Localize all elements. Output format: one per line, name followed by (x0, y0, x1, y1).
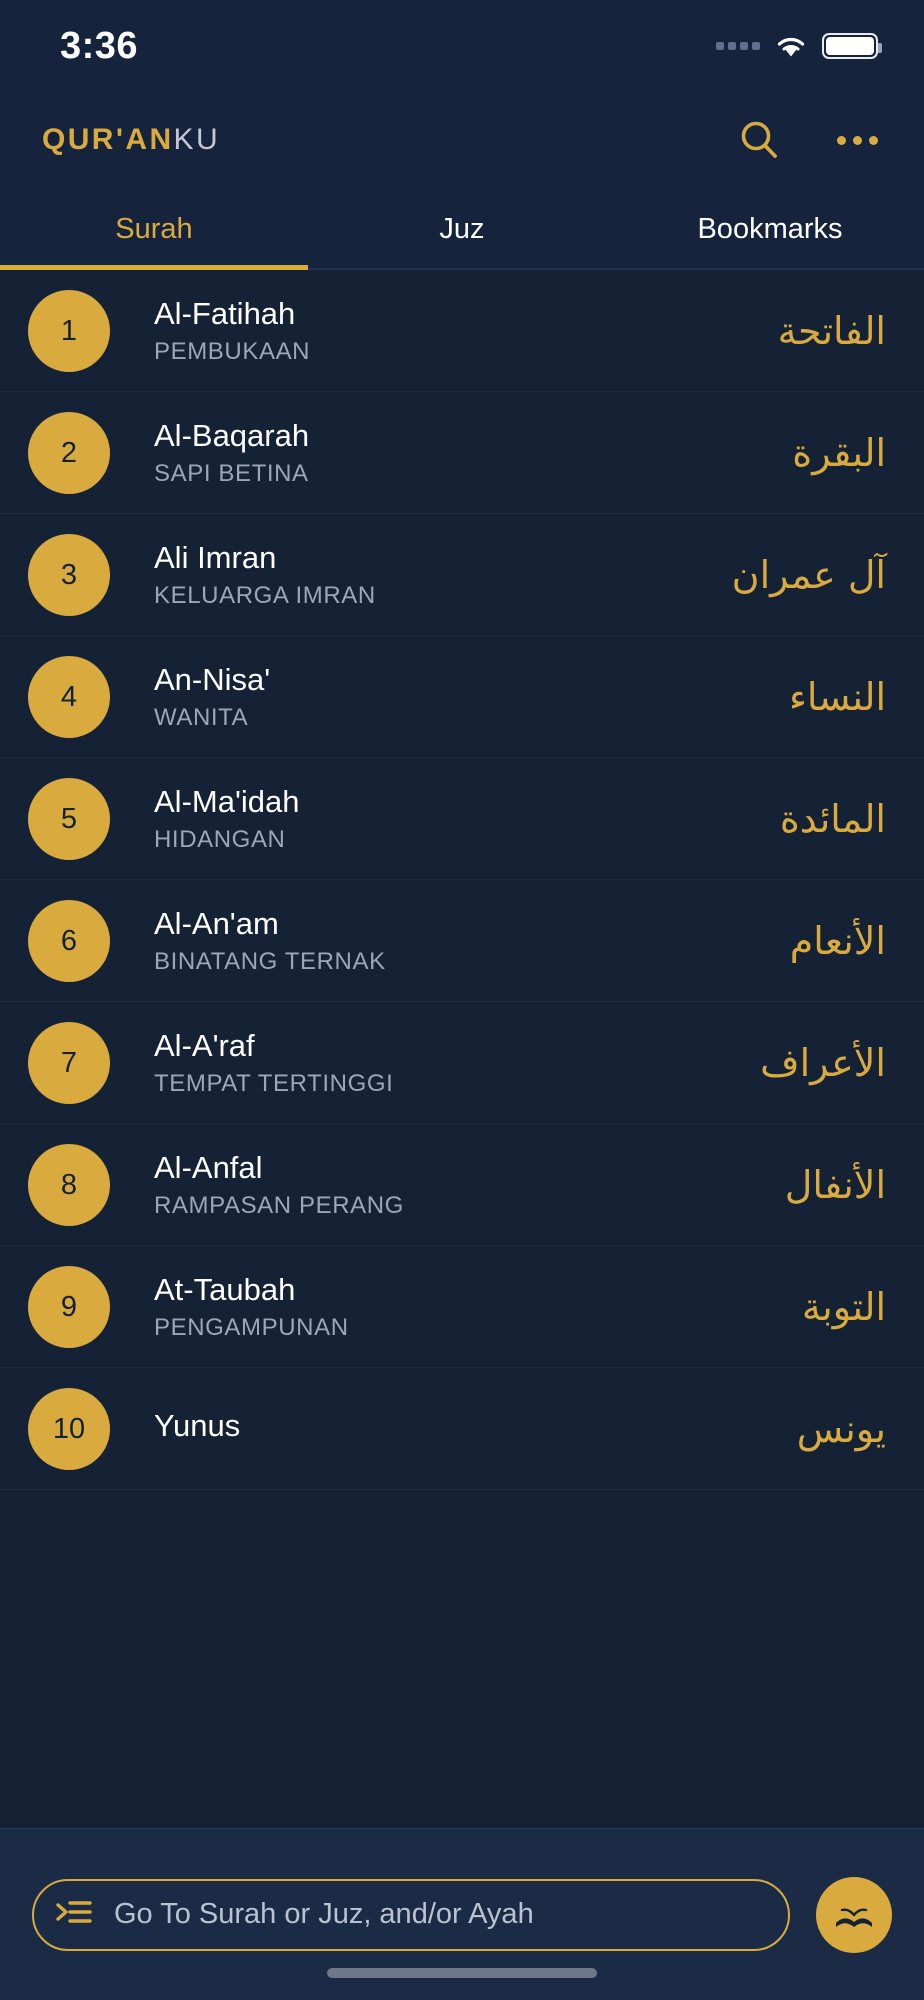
tab-surah[interactable]: Surah (0, 188, 308, 270)
surah-number: 5 (28, 778, 110, 860)
wifi-icon (774, 33, 808, 59)
status-time: 3:36 (60, 24, 139, 67)
surah-arabic-name: يونس (796, 1407, 886, 1451)
app-logo (42, 123, 220, 157)
surah-text (110, 1028, 760, 1098)
surah-number: 3 (28, 534, 110, 616)
surah-meaning: SAPI BETINA (154, 460, 309, 487)
surah-list-item[interactable] (0, 1124, 924, 1246)
go-to-list-icon (56, 1897, 94, 1932)
surah-number: 2 (28, 412, 110, 494)
surah-number: 4 (28, 656, 110, 738)
surah-name: Al-Baqarah (154, 418, 310, 453)
status-bar (0, 0, 924, 92)
surah-meaning: TEMPAT TERTINGGI (154, 1070, 394, 1097)
goto-placeholder-text: Go To Surah or Juz, and/or Ayah (114, 1898, 534, 1930)
surah-name: Al-Anfal (154, 1150, 263, 1185)
surah-list-item[interactable] (0, 514, 924, 636)
surah-name: At-Taubah (154, 1272, 296, 1307)
surah-name: Ali Imran (154, 540, 277, 575)
surah-list-item[interactable] (0, 392, 924, 514)
surah-number: 8 (28, 1144, 110, 1226)
surah-list-item[interactable] (0, 1002, 924, 1124)
surah-text (110, 296, 778, 366)
tab-bookmarks[interactable]: Bookmarks (697, 212, 843, 245)
surah-number: 6 (28, 900, 110, 982)
more-options-icon[interactable] (830, 113, 884, 167)
surah-text (110, 784, 780, 854)
surah-list-item[interactable] (0, 636, 924, 758)
surah-arabic-name: الأنعام (789, 919, 886, 963)
surah-number: 10 (28, 1388, 110, 1470)
surah-meaning: PEMBUKAAN (154, 338, 311, 365)
surah-arabic-name: النساء (789, 675, 886, 719)
surah-meaning: KELUARGA IMRAN (154, 582, 376, 609)
surah-name: Al-Ma'idah (154, 784, 300, 819)
surah-text (110, 1272, 802, 1342)
battery-full-icon (822, 33, 878, 59)
surah-arabic-name: الأعراف (760, 1041, 886, 1085)
surah-list-item[interactable] (0, 1368, 924, 1490)
app-bar-actions (732, 113, 884, 167)
surah-list-item[interactable] (0, 1246, 924, 1368)
surah-text (110, 906, 790, 976)
app-bar (0, 92, 924, 188)
quran-book-icon[interactable] (816, 1877, 892, 1953)
surah-number: 1 (28, 290, 110, 372)
surah-arabic-name: المائدة (779, 797, 886, 841)
surah-text (110, 1408, 797, 1450)
surah-number: 7 (28, 1022, 110, 1104)
surah-name: Yunus (154, 1408, 241, 1443)
goto-input[interactable] (32, 1879, 790, 1951)
surah-name: An-Nisa' (154, 662, 271, 697)
surah-text (110, 418, 792, 488)
signal-dots-icon (716, 42, 760, 50)
surah-arabic-name: البقرة (792, 431, 886, 475)
surah-text (110, 540, 732, 610)
surah-meaning: BINATANG TERNAK (154, 948, 386, 975)
tab-bar (0, 188, 924, 270)
surah-list-item[interactable] (0, 880, 924, 1002)
surah-number: 9 (28, 1266, 110, 1348)
surah-list[interactable] (0, 270, 924, 2000)
surah-name: Al-A'raf (154, 1028, 255, 1063)
surah-arabic-name: الفاتحة (777, 309, 886, 353)
surah-arabic-name: الأنفال (784, 1163, 886, 1207)
surah-arabic-name: آل عمران (731, 553, 886, 597)
tab-juz[interactable]: Juz (439, 212, 485, 245)
surah-meaning: PENGAMPUNAN (154, 1314, 349, 1341)
brand-primary: QUR'AN (42, 123, 174, 156)
status-indicators (716, 33, 878, 59)
search-icon[interactable] (732, 113, 786, 167)
surah-name: Al-An'am (154, 906, 279, 941)
surah-meaning: HIDANGAN (154, 826, 286, 853)
surah-text (110, 662, 789, 732)
surah-list-item[interactable] (0, 270, 924, 392)
surah-meaning: RAMPASAN PERANG (154, 1192, 404, 1219)
home-indicator (327, 1968, 597, 1978)
surah-list-item[interactable] (0, 758, 924, 880)
surah-text (110, 1150, 785, 1220)
brand-secondary: KU (173, 123, 221, 156)
surah-meaning: WANITA (154, 704, 249, 731)
surah-name: Al-Fatihah (154, 296, 296, 331)
surah-arabic-name: التوبة (801, 1285, 886, 1329)
